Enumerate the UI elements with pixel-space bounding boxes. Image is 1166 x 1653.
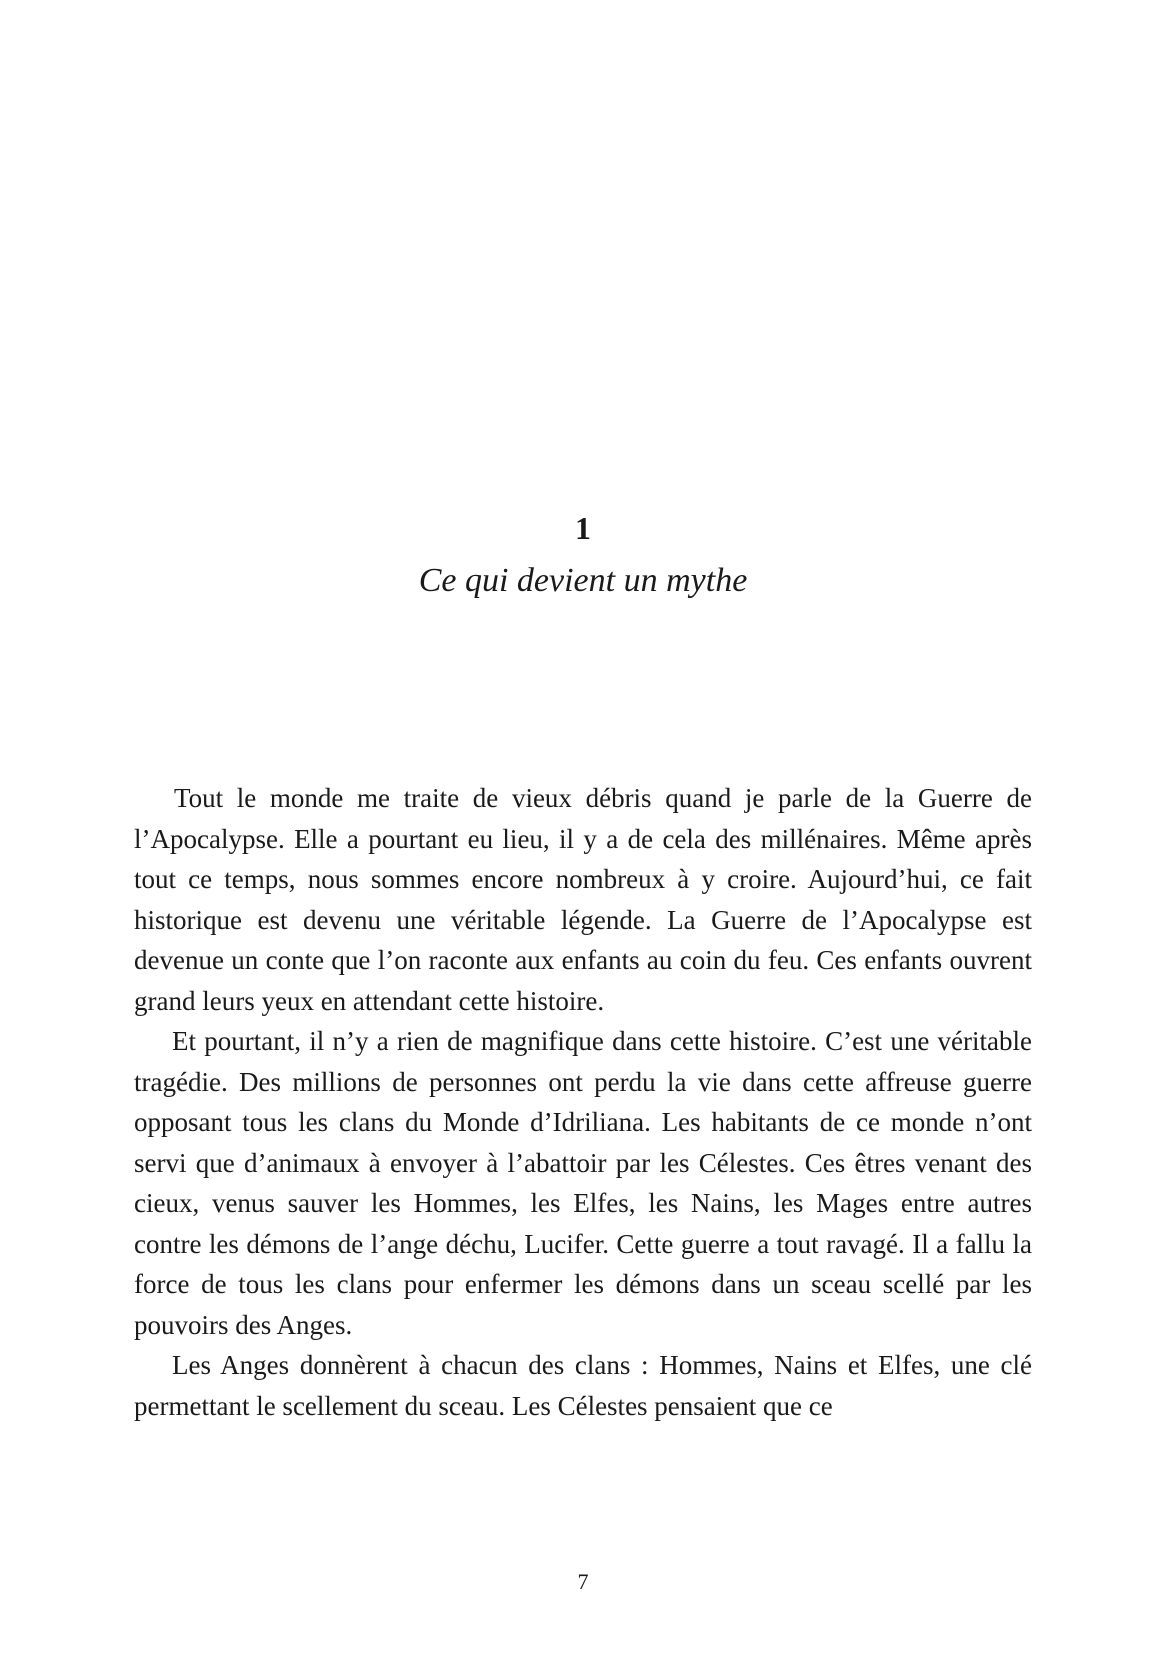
chapter-number: 1: [575, 510, 591, 546]
paragraph: Et pourtant, il n’y a rien de magnifique dans cette histoire. C’est une véritable tragédie. Des millions de personnes ont perdu la vie dans cette affreuse guerre opposant tous les clans du Monde d’Idriliana. Les habitants de ce monde n’ont servi que d’animaux à envoyer à l’abattoir par les Célestes. Ces êtres venant des cieux, venus sauver les Hommes, les Elfes, les Nains, les Mages entre autres contre les démons de l’ange déchu, Lucifer. Cette guerre a tout ravagé. Il a fallu la force de tous les clans pour enfermer les démons dans un sceau scellé par les pouvoirs des Anges.: [134, 1026, 1032, 1340]
chapter-title: Ce qui devient un mythe: [418, 562, 748, 599]
paragraph: Tout le monde me traite de vieux débris quand je parle de la Guerre de l’Apocalypse. Elle a pourtant eu lieu, il y a de cela des millénaires. Même après tout ce temps, nous sommes encore nombreux à y croire. Aujourd’hui, ce fait historique est devenu une véritable légende. La Guerre de l’Apocalypse est devenue un conte que l’on raconte aux enfants au coin du feu. Ces enfants ouvrent grand leurs yeux en attendant cette histoire.: [134, 783, 1032, 1016]
paragraph: Les Anges donnèrent à chacun des clans : Hommes, Nains et Elfes, une clé permettant le scellement du sceau. Les Célestes pensaient que ce: [134, 1350, 1032, 1421]
chapter-body: [134, 778, 1032, 1426]
page-number: 7: [577, 1569, 589, 1594]
